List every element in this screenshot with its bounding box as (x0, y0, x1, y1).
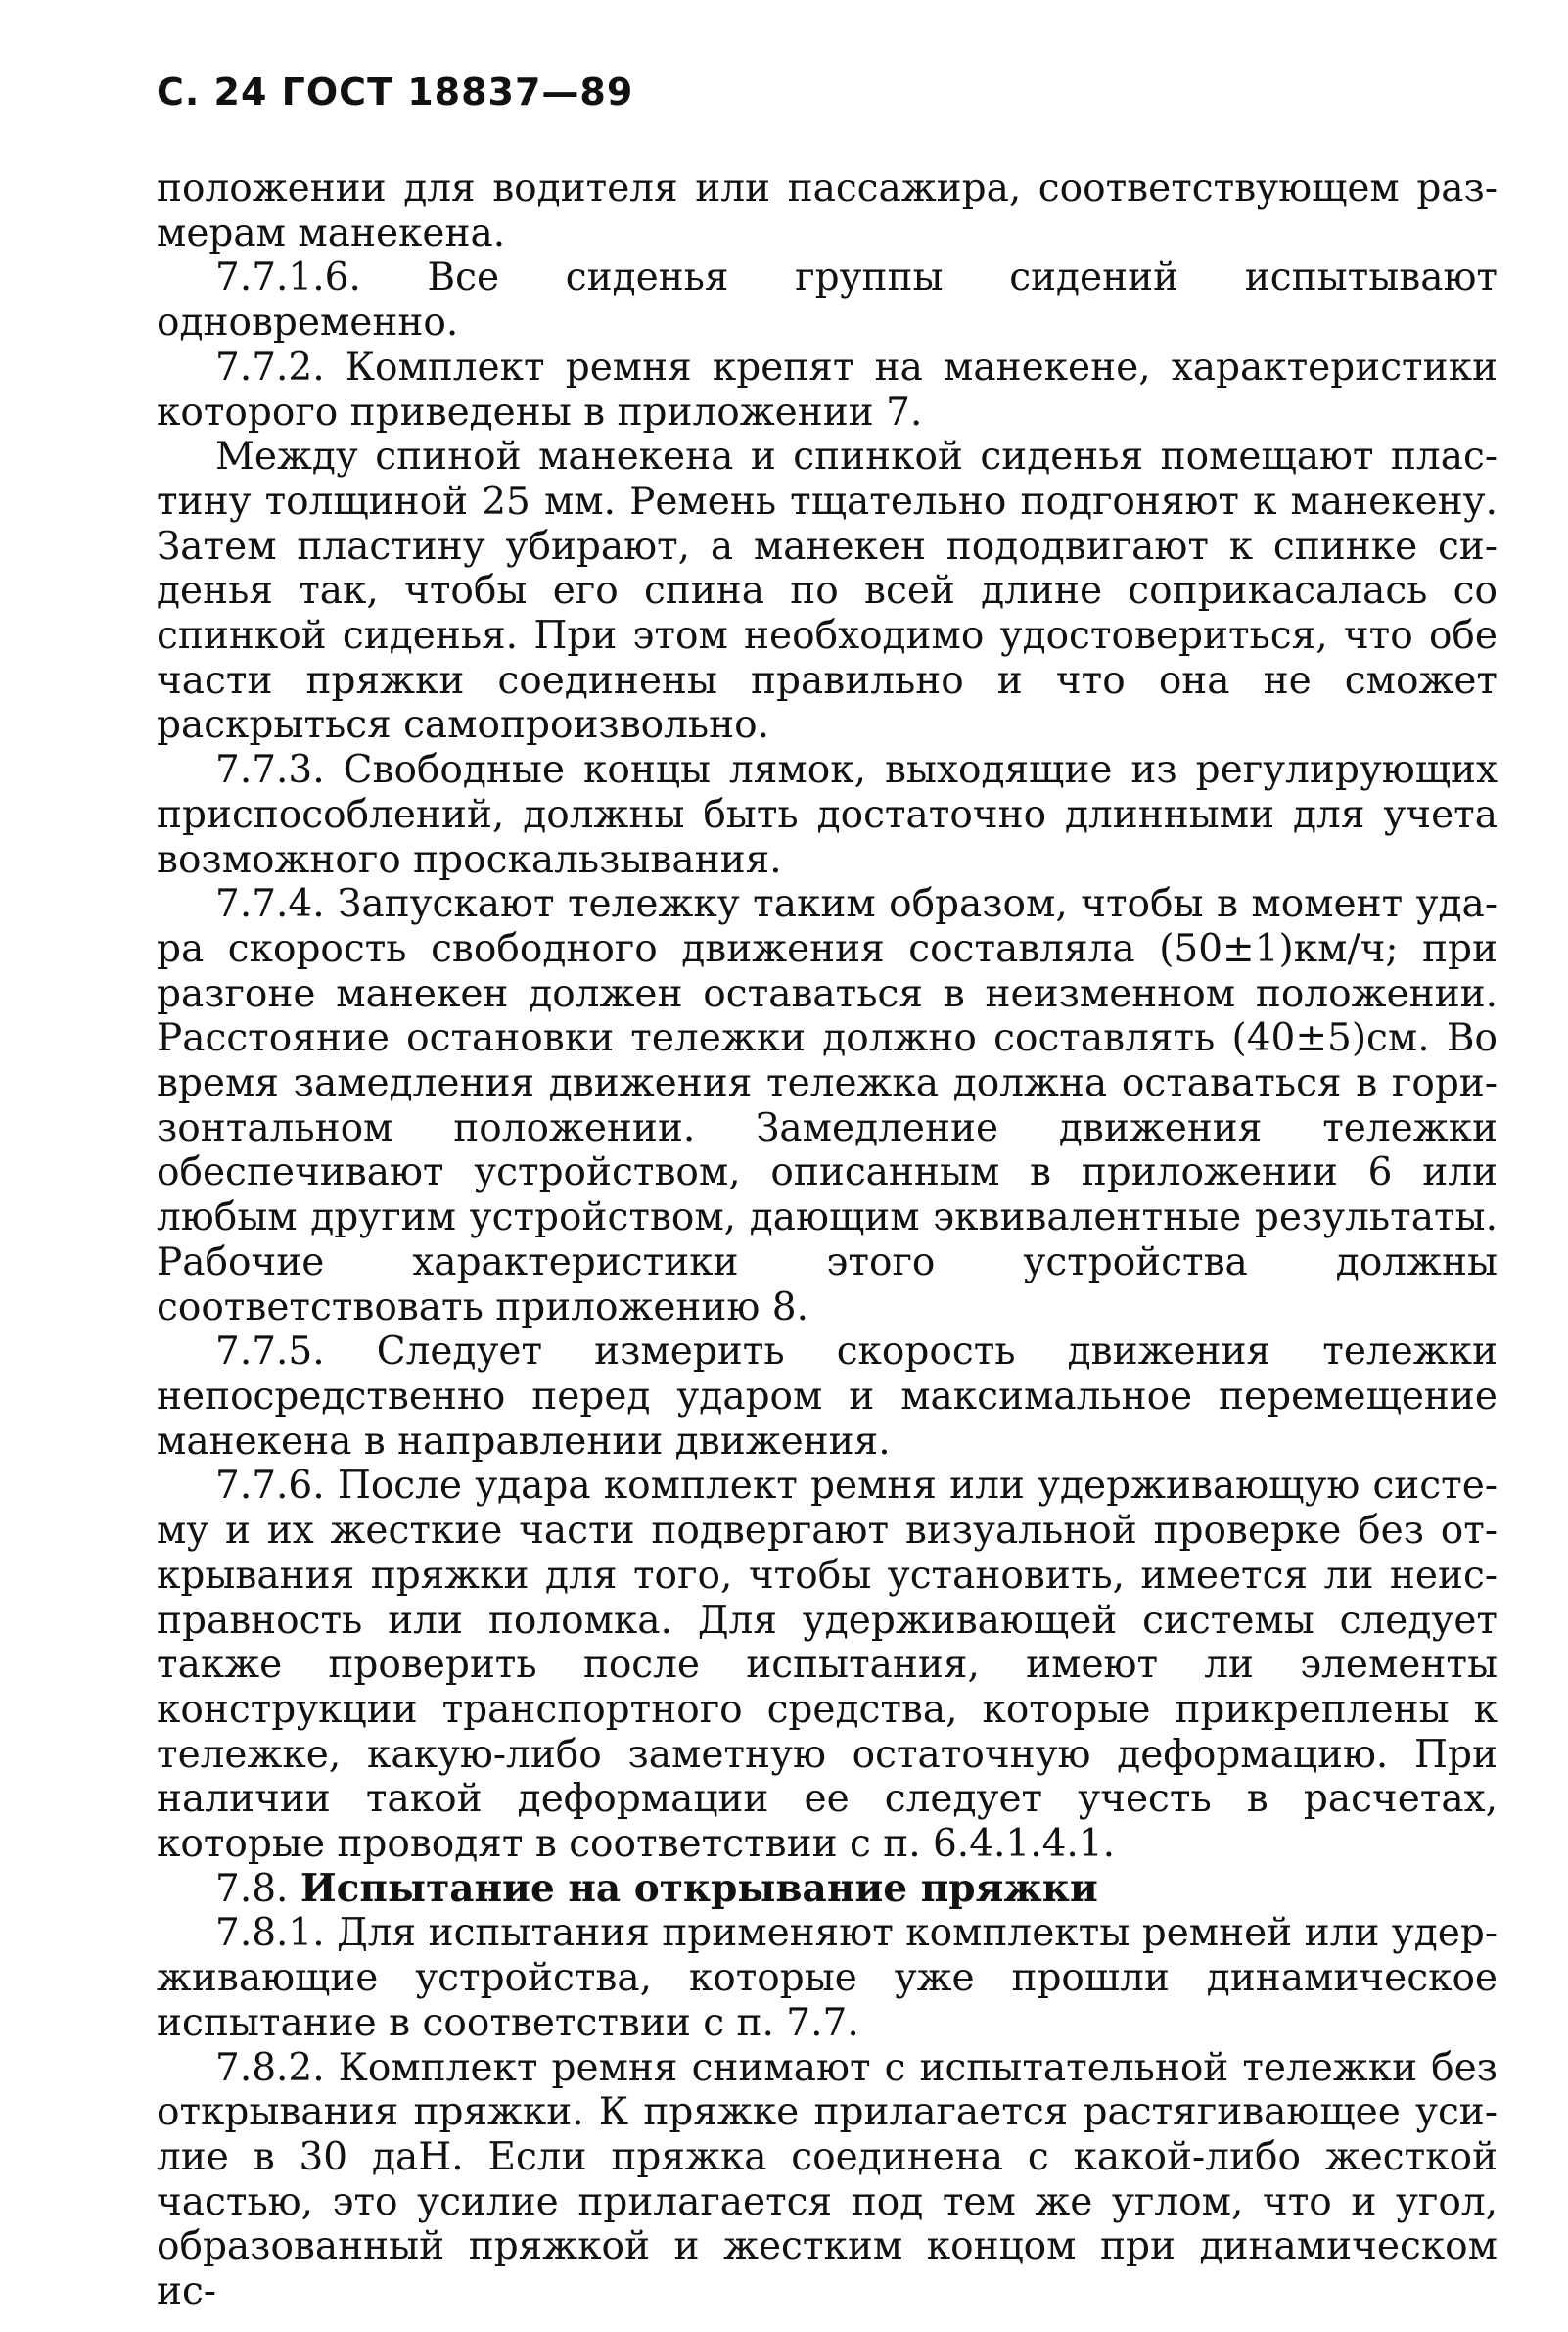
paragraph-7-8-2: 7.8.2. Комплект ремня снимают с испытательной тележки без открывания пряжки. К пряжке прилагается растягивающее усилие в 30 даН. Если пряжка соединена с какой-либо жесткой частью, это усилие прилагается под тем же углом, что и угол, образованный пряжкой и жестким концом при динамическом ис- (157, 2045, 1498, 2314)
section-title: Испытание на открывание пряжки (300, 1865, 1098, 1911)
paragraph-7-7-2: 7.7.2. Комплект ремня крепят на манекене, характеристики которого приведены в приложении 7. (157, 345, 1498, 435)
paragraph-continuation: положении для водителя или пассажира, соответствующем размерам манекена. (157, 166, 1498, 256)
paragraph-7-8-1: 7.8.1. Для испытания применяют комплекты ремней или удерживающие устройства, которые уже прошли динамическое испытание в соответствии с п. 7.7. (157, 1911, 1498, 2045)
section-number: 7.8. (215, 1866, 289, 1911)
section-heading-7-8 (157, 1867, 1498, 1912)
document-page (157, 70, 1498, 2314)
paragraph-mannequin-plate: Между спиной манекена и спинкой сиденья помещают пластину толщиной 25 мм. Ремень тщательно подгоняют к манекену. Затем пластину убирают, а манекен пододвигают к спинке сиденья так, чтобы его спина по всей длине соприкасалась со спинкой сиденья. При этом необходимо удостовериться, что обе части пряжки соединены правильно и что она не сможет раскрыться самопроизвольно. (157, 435, 1498, 748)
page-header: С. 24 ГОСТ 18837—89 (157, 70, 634, 114)
paragraph-7-7-3: 7.7.3. Свободные концы лямок, выходящие из регулирующих приспособлений, должны быть достаточно длинными для учета возможного проскальзывания. (157, 748, 1498, 882)
paragraph-7-7-1-6: 7.7.1.6. Все сиденья группы сидений испытывают одновременно. (157, 256, 1498, 346)
body-text (157, 166, 1498, 2314)
paragraph-7-7-4: 7.7.4. Запускают тележку таким образом, чтобы в момент удара скорость свободного движения составляла (50±1)км/ч; при разгоне манекен должен оставаться в неизменном положении. Расстояние остановки тележки должно составлять (40±5)см. Во время замедления движения тележка должна оставаться в горизонтальном положении. Замедление движения тележки обеспечивают устройством, описанным в приложении 6 или любым другим устройством, дающим эквивалентные результаты. Рабочие характеристики этого устройства должны соответствовать приложению 8. (157, 882, 1498, 1329)
paragraph-7-7-5: 7.7.5. Следует измерить скорость движения тележки непосредственно перед ударом и максимальное перемещение манекена в направлении движения. (157, 1329, 1498, 1464)
paragraph-7-7-6: 7.7.6. После удара комплект ремня или удерживающую систему и их жесткие части подвергают визуальной проверке без открывания пряжки для того, чтобы установить, имеется ли неисправность или поломка. Для удерживающей системы следует также проверить после испытания, имеют ли элементы конструкции транспортного средства, которые прикреплены к тележке, какую-либо заметную остаточную деформацию. При наличии такой деформации ее следует учесть в расчетах, которые проводят в соответствии с п. 6.4.1.4.1. (157, 1464, 1498, 1867)
